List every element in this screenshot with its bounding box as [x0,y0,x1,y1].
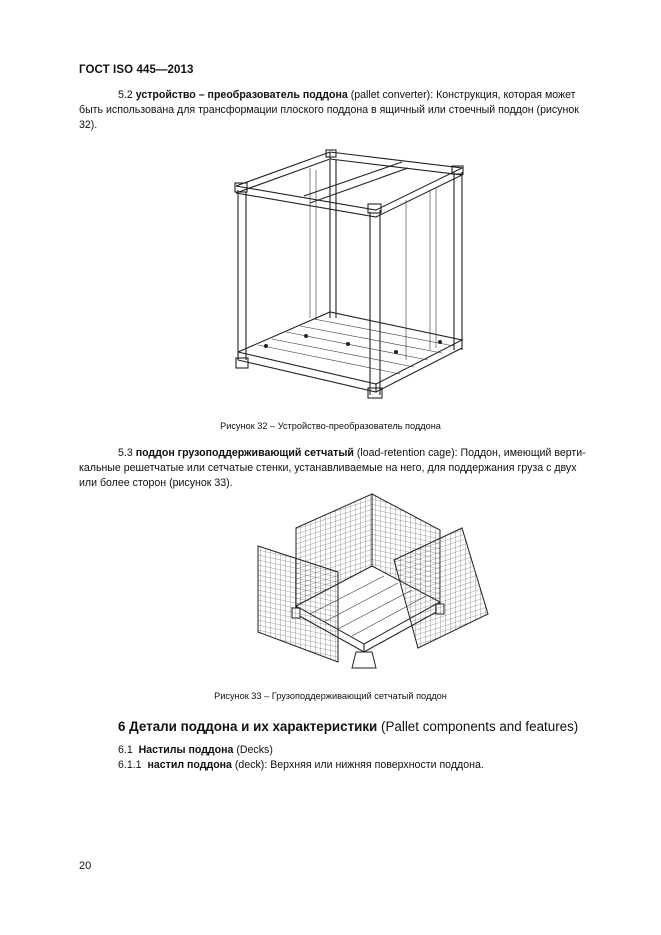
document-header: ГОСТ ISO 445—2013 [79,64,194,76]
paragraph-5-3-line-3: или более сторон (рисунок 33). [79,477,233,489]
term-load-retention-cage: поддон грузоподдерживающий сетчатый [135,447,354,459]
section-6-heading [118,719,578,734]
section-6-english-title: (Pallet components and features) [377,719,579,734]
english-term: (load-retention cage): [353,447,458,459]
term-pallet-converter: устройство – преобразователь поддона [135,89,348,101]
clause-6-1-1 [118,759,484,771]
definition-text: Поддон, имеющий верти- [457,447,586,459]
paragraph-5-2-line-3: 32). [79,119,98,131]
clause-number: 6.1.1 [118,759,142,771]
definition-text: Конструкция, которая может [433,89,576,101]
paragraph-5-2-line-2: быть использована для трансформации плоского поддона в ящичный или стоечный поддон (рисунок [79,104,579,116]
figure-33-caption: Рисунок 33 – Грузоподдерживающий сетчатый поддон [214,691,447,701]
page-number: 20 [79,860,92,872]
paragraph-5-3-line-2: кальные решетчатые или сетчатые стенки, устанавливаемые на него, для поддержания груза с двух [79,462,577,474]
clause-number: 5.2 [118,89,133,101]
english-term: (pallet converter): [347,89,434,101]
definition-text: Верхняя или нижняя поверхности поддона. [267,759,484,771]
section-6-title: 6 Детали поддона и их характеристики [118,719,378,734]
figure-32-caption: Рисунок 32 – Устройство-преобразователь поддона [220,421,441,431]
term-deck: настил поддона [147,759,232,771]
english-term: (Decks) [233,744,273,756]
clause-number: 5.3 [118,447,133,459]
english-term: (deck): [231,759,268,771]
clause-number: 6.1 [118,744,133,756]
clause-6-1 [118,744,273,756]
term-decks: Настилы поддона [138,744,234,756]
